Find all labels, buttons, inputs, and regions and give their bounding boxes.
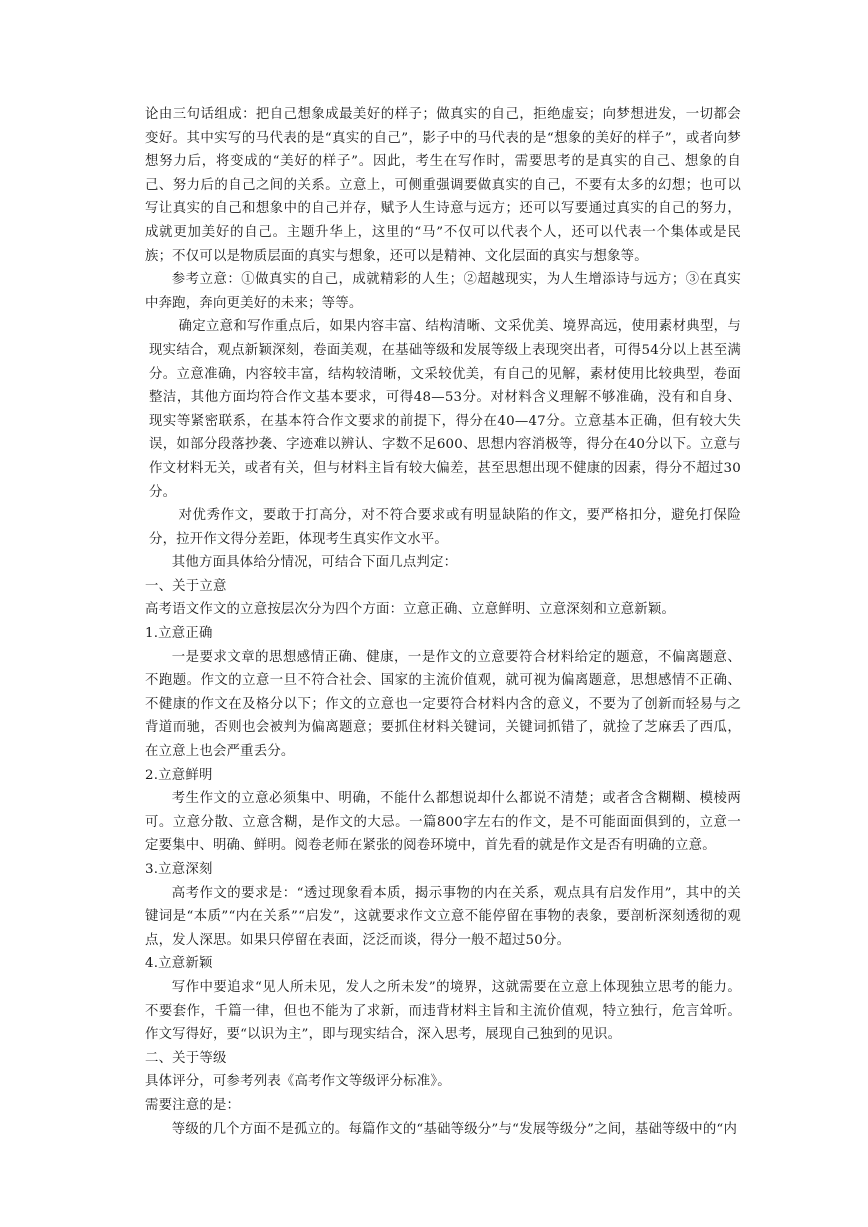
document-page: [145, 103, 741, 1141]
subheading-clear-idea: 2.立意鲜明: [145, 767, 213, 783]
paragraph-notes-label: 需要注意的是：: [145, 1097, 241, 1113]
paragraph-scoring-levels: 确定立意和写作重点后，如果内容丰富、结构清晰、文采优美、境界高远，使用素材典型，与现实结合，观点新颖深刻，卷面美观，在基础等级和发展等级上表现突出者，可得54分以上甚至满分。立意准确，内容较丰富，结构较清晰，文采较优美，有自己的见解，素材使用比较典型，卷面整洁，其他方面均符合作文基本要求，可得48—53分。对材料含义理解不够准确，没有和自身、现实等紧密联系，在基本符合作文要求的前提下，得分在40—47分。立意基本正确，但有较大失误，如部分段落抄袭、字迹难以辨认、字数不足600、思想内容消极等，得分在40分以下。立意与作文材料无关，或者有关，但与材料主旨有较大偏差，甚至思想出现不健康的因素，得分不超过30分。: [149, 319, 742, 500]
paragraph-theme-analysis: 论由三句话组成：把自己想象成最美好的样子；做真实的自己，拒绝虚妄；向梦想进发，一切都会变好。其中实写的马代表的是“真实的自己”，影子中的马代表的是“想象的美好的样子”，或者向梦想努力后，将变成的“美好的样子”。因此，考生在写作时，需要思考的是真实的自己、想象的自己、努力后的自己之间的关系。立意上，可侧重强调要做真实的自己，不要有太多的幻想；也可以写让真实的自己和想象中的自己并存，赋予人生诗意与远方；还可以写要通过真实的自己的努力，成就更加美好的自己。主题升华上，这里的“马”不仅可以代表个人，还可以代表一个集体或是民族；不仅可以是物质层面的真实与想象，还可以是精神、文化层面的真实与想象等。: [145, 107, 741, 264]
paragraph-levels-not-isolated: 等级的几个方面不是孤立的。每篇作文的“基础等级分”与“发展等级分”之间，基础等级中的“内: [171, 1121, 738, 1137]
subheading-correct-idea: 1.立意正确: [145, 626, 213, 642]
heading-about-ideas: 一、关于立意: [145, 578, 227, 594]
paragraph-deep-idea: 高考作文的要求是：“透过现象看本质，揭示事物的内在关系，观点具有启发作用”，其中的关键词是“本质”“内在关系”“启发”，这就要求作文立意不能停留在事物的表象，要剖析深刻透彻的观点，发人深思。如果只停留在表面，泛泛而谈，得分一般不超过50分。: [145, 885, 741, 948]
paragraph-excellent-essays: 对优秀作文，要敢于打高分，对不符合要求或有明显缺陷的作文，要严格扣分，避免打保险分，拉开作文得分差距，体现考生真实作文水平。: [149, 508, 741, 547]
subheading-novel-idea: 4.立意新颖: [145, 956, 213, 972]
paragraph-scoring-reference: 具体评分，可参考列表《高考作文等级评分标准》。: [145, 1074, 451, 1090]
heading-about-levels: 二、关于等级: [145, 1050, 227, 1066]
paragraph-four-aspects: 高考语文作文的立意按层次分为四个方面：立意正确、立意鲜明、立意深刻和立意新颖。: [145, 602, 676, 618]
paragraph-reference-ideas: 参考立意：①做真实的自己，成就精彩的人生；②超越现实，为人生增添诗与远方；③在真实中奔跑，奔向更美好的未来；等等。: [145, 272, 741, 311]
paragraph-novel-idea: 写作中要追求“见人所未见，发人之所未发”的境界，这就需要在立意上体现独立思考的能力。不要套作，千篇一律，但也不能为了求新，而违背材料主旨和主流价值观，特立独行，危言耸听。作文写得好，要“以识为主”，即与现实结合，深入思考，展现自己独到的见识。: [145, 979, 741, 1043]
paragraph-clear-idea: 考生作文的立意必须集中、明确，不能什么都想说却什么都说不清楚；或者含含糊糊、模棱两可。立意分散、立意含糊，是作文的大忌。一篇800字左右的作文，是不可能面面俱到的，立意一定要集中、明确、鲜明。阅卷老师在紧张的阅卷环境中，首先看的就是作文是否有明确的立意。: [145, 791, 741, 854]
paragraph-other-aspects: 其他方面具体给分情况，可结合下面几点判定：: [171, 555, 458, 571]
paragraph-correct-idea: 一是要求文章的思想感情正确、健康，一是作文的立意要符合材料给定的题意，不偏离题意、不跑题。作文的立意一旦不符合社会、国家的主流价值观，就可视为偏离题意，思想感情不正确、不健康的作文在及格分以下；作文的立意也一定要符合材料内含的意义，不要为了创新而轻易与之背道而驰，否则也会被判为偏离题意；要抓住材料关键词，关键词抓错了，就捡了芝麻丢了西瓜，在立意上也会严重丢分。: [145, 649, 741, 760]
subheading-deep-idea: 3.立意深刻: [145, 862, 213, 877]
